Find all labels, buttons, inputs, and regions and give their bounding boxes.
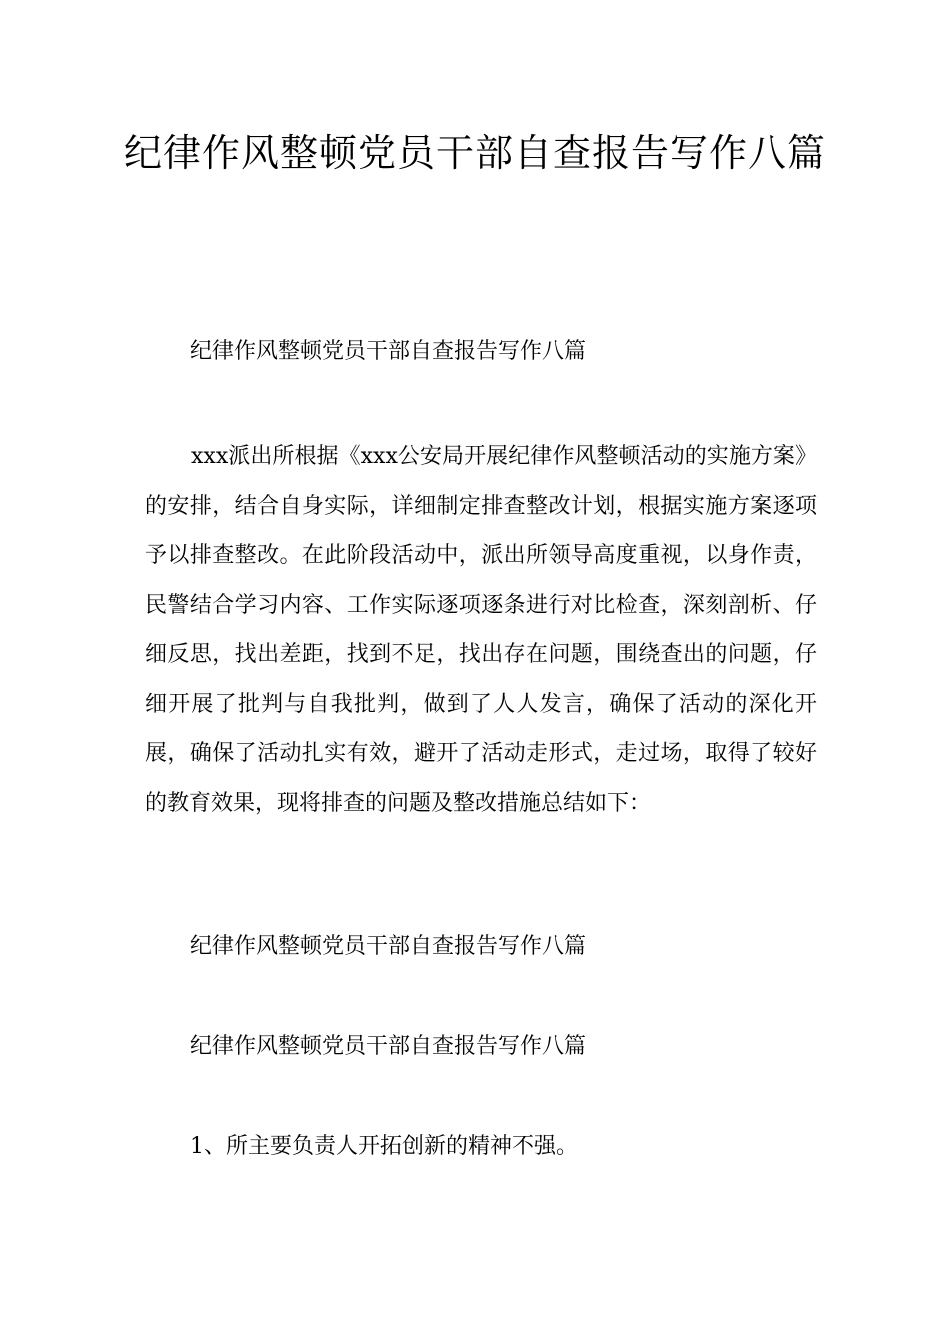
list-item: 1、所主要负责人开拓创新的精神不强。 <box>190 1134 578 1159</box>
section-heading: 纪律作风整顿党员干部自查报告写作八篇 <box>190 339 587 364</box>
document-title: 纪律作风整顿党员干部自查报告写作八篇 <box>123 131 826 175</box>
section-heading: 纪律作风整顿党员干部自查报告写作八篇 <box>190 1034 587 1059</box>
section-heading: 纪律作风整顿党员干部自查报告写作八篇 <box>190 934 587 959</box>
intro-paragraph: xxx派出所根据《xxx公安局开展纪律作风整顿活动的实施方案》的安排，结合自身实际，详细制定排查整改计划，根据实施方案逐项予以排查整改。在此阶段活动中，派出所领导高度重视，以身作责，民警结合学习内容、工作实际逐项逐条进行对比检查，深刻剖析、仔细反思，找出差距，找到不足，找出存在问题，围绕查出的问题，仔细开展了批判与自我批判，做到了人人发言，确保了活动的深化开展，确保了活动扎实有效，避开了活动走形式，走过场，取得了较好的教育效果，现将排查的问题及整改措施总结如下： <box>145 444 817 816</box>
